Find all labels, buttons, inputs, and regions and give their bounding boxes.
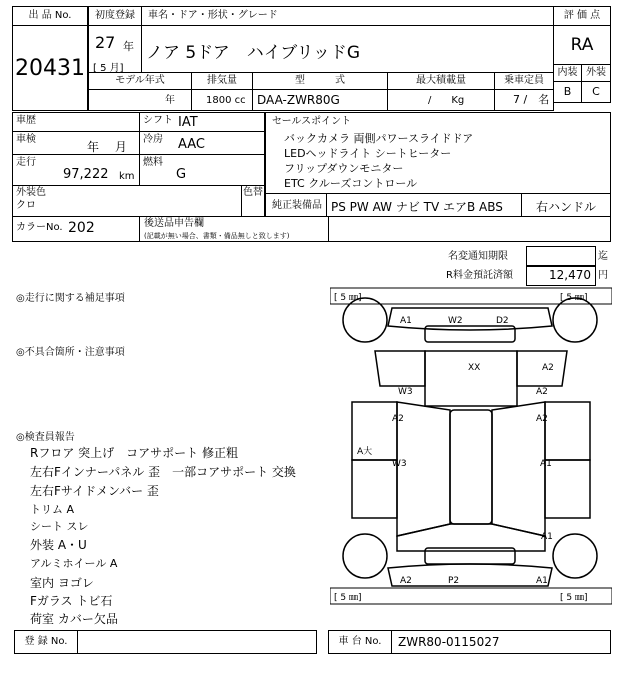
- equipment-label-cell: [265, 193, 327, 217]
- lot-label-cell: [12, 6, 88, 26]
- score-label: 評 価 点: [563, 10, 601, 21]
- lot-label: 出 品 No.: [28, 10, 72, 21]
- mark-rear-left-quarter: W3: [398, 387, 413, 397]
- exterior-label: 外装: [586, 67, 606, 78]
- inspector-line-4: トリム A: [30, 503, 75, 516]
- color-no-cell: [12, 216, 140, 242]
- sales-line-1: バックカメラ 両側パワースライドドア: [284, 132, 474, 145]
- recycle-amount: 12,470: [549, 268, 591, 282]
- fuel-cell: [139, 154, 265, 186]
- recycle-box: [526, 266, 596, 286]
- displacement-value: 1800 cc: [206, 95, 246, 106]
- ext-color-cell: [12, 185, 242, 217]
- model-label: 型 式: [295, 75, 345, 86]
- color-no-label: カラーNo.: [16, 222, 63, 233]
- equipment-items: PS PW AW ナビ TV エアB ABS: [331, 200, 503, 214]
- sales-points-title: セールスポイント: [272, 116, 352, 127]
- docs-note: (記載が無い場合、書類・備品無しと致します): [144, 232, 290, 240]
- ext-color-value: クロ: [16, 200, 36, 211]
- history-cell: [12, 112, 140, 132]
- color-no-value: 202: [68, 220, 95, 236]
- reg-year: 27: [95, 33, 116, 52]
- right-rear-door: [545, 402, 590, 460]
- max-load-cell: [387, 89, 495, 111]
- cabin-roof: [450, 410, 492, 524]
- rear-tailgate: [425, 326, 515, 342]
- inspector-line-2: 左右Fインナーパネル 歪 一部コアサポート 交換: [30, 465, 296, 479]
- chassis-label: 車 台 No.: [338, 636, 382, 647]
- name-change-label: 名変通知期限: [448, 251, 508, 262]
- reg-year-unit: 年: [123, 40, 134, 53]
- displacement-cell: [191, 89, 253, 111]
- tire-rear-right-text: [ 5 ㎜]: [560, 293, 588, 303]
- tire-rear-left-text: [ 5 ㎜]: [334, 293, 362, 303]
- mark-front-bumper-left: A2: [400, 576, 412, 586]
- mark-right-front-fender: A1: [541, 532, 553, 542]
- sales-line-4: ETC クルーズコントロール: [284, 177, 418, 190]
- capacity-label-cell: [494, 72, 554, 90]
- chassis-value-cell: [391, 630, 611, 654]
- ac-cell: [139, 131, 265, 155]
- name-change-suffix: 迄: [598, 251, 608, 262]
- model-year-cell: [88, 89, 192, 111]
- mark-front-bumper-right: A1: [536, 576, 548, 586]
- roof-panel: [425, 351, 517, 406]
- inspection-value: 年 月: [87, 140, 127, 154]
- tire-front-left-text: [ 5 ㎜]: [334, 593, 362, 603]
- inspector-line-9: Fガラス トビ石: [30, 594, 113, 608]
- lot-number: 20431: [15, 55, 85, 81]
- mark-right-front-door: A1: [540, 459, 552, 469]
- name-change-box: [526, 246, 596, 266]
- mileage-cell: [12, 154, 140, 186]
- defects-title: ◎不具合箇所・注意事項: [16, 347, 125, 358]
- inspector-line-3: 左右Fサイドメンバー 歪: [30, 484, 159, 498]
- left-pillar: [397, 402, 450, 536]
- displacement-label-cell: [191, 72, 253, 90]
- mark-roof: XX: [468, 363, 481, 373]
- sales-line-3: フリップダウンモニター: [284, 162, 404, 175]
- left-front-door: [352, 460, 397, 518]
- steering-cell: [521, 193, 611, 217]
- capacity-cell: [494, 89, 554, 111]
- hood: [397, 524, 545, 551]
- mileage-unit: km: [119, 171, 135, 182]
- model-year-unit: 年: [165, 95, 175, 106]
- first-reg-label-cell: [88, 6, 142, 26]
- front-bumper: [388, 564, 552, 586]
- first-reg-label: 初度登録: [95, 10, 135, 21]
- car-name: ノア 5ドア ハイブリッドG: [146, 43, 361, 63]
- mark-rear-bumper-left: A1: [400, 316, 412, 326]
- sales-line-2: LEDヘッドライト シートヒーター: [284, 147, 452, 160]
- sales-points-box: [265, 112, 611, 194]
- ac-value: AAC: [178, 137, 205, 152]
- recycle-unit: 円: [598, 270, 608, 281]
- chassis-value: ZWR80-0115027: [398, 635, 500, 649]
- mark-rear-bumper-right: D2: [496, 316, 509, 326]
- docs-cell: [139, 216, 329, 242]
- wheel-rear-left: [343, 298, 387, 342]
- inspection-label: 車検: [16, 134, 36, 145]
- exterior-label-cell: [581, 64, 611, 82]
- model-year-label: モデル年式: [115, 75, 165, 86]
- exterior-score-cell: [581, 81, 611, 103]
- tire-front-right-text: [ 5 ㎜]: [560, 593, 588, 603]
- score-value: RA: [570, 35, 594, 55]
- score-cell: [553, 25, 611, 65]
- damage-marks: [357, 316, 554, 586]
- mark-rear-right-quarter-top: A2: [542, 363, 554, 373]
- equipment-label: 純正装備品: [272, 200, 322, 211]
- docs-label: 後送品申告欄: [144, 218, 204, 229]
- inspector-line-8: 室内 ヨゴレ: [30, 576, 94, 590]
- recycle-label: R料金預託済額: [446, 270, 513, 281]
- model-value: DAA-ZWR80G: [257, 93, 340, 107]
- max-load-label: 最大積載量: [416, 75, 466, 86]
- shift-label: シフト: [143, 115, 173, 126]
- wheel-front-left: [343, 534, 387, 578]
- max-load-label-cell: [387, 72, 495, 90]
- interior-score-cell: [553, 81, 582, 103]
- mark-left-front-door: W3: [392, 459, 407, 469]
- history-label: 車歴: [16, 115, 36, 126]
- mark-right-rear-door: A2: [536, 414, 548, 424]
- equipment-items-cell: [326, 193, 522, 217]
- docs-extra-cell: [328, 216, 611, 242]
- lot-number-cell: [12, 25, 88, 111]
- color-change-label: 色替: [243, 187, 263, 198]
- rear-left-quarter: [375, 351, 425, 386]
- inspector-line-6: 外装 A・U: [30, 538, 87, 552]
- inspection-cell: [12, 131, 140, 155]
- score-label-cell: [553, 6, 611, 26]
- mileage-value: 97,222: [63, 167, 109, 182]
- capacity-label: 乗車定員: [504, 75, 544, 86]
- interior-label: 内装: [557, 67, 578, 78]
- driving-notes-title: ◎走行に関する補足事項: [16, 293, 125, 304]
- capacity-value: 7 / 名: [513, 93, 550, 106]
- inspector-line-10: 荷室 カバー欠品: [30, 612, 118, 626]
- reg-no-value-cell: [77, 630, 317, 654]
- model-year-label-cell: [88, 72, 192, 90]
- car-damage-diagram: [330, 286, 612, 606]
- mark-rear-right-quarter: A2: [536, 387, 548, 397]
- ext-color-label: 外装色: [16, 187, 46, 198]
- mark-front-bumper-mid: P2: [448, 576, 460, 586]
- mark-rear-bumper-mid: W2: [448, 316, 463, 326]
- car-name-label-cell: [141, 6, 554, 26]
- inspector-line-5: シート スレ: [30, 520, 89, 533]
- fuel-value: G: [176, 167, 187, 182]
- steering-value: 右ハンドル: [536, 200, 597, 214]
- shift-cell: [139, 112, 265, 132]
- reg-no-label-cell: [14, 630, 78, 654]
- chassis-label-cell: [328, 630, 392, 654]
- interior-score: B: [563, 85, 572, 98]
- reg-month: [ 5 月]: [93, 63, 124, 74]
- interior-label-cell: [553, 64, 582, 82]
- displacement-label: 排気量: [207, 75, 237, 86]
- model-label-cell: [252, 72, 388, 90]
- model-cell: [252, 89, 388, 111]
- mark-left-side-edge: A大: [357, 447, 373, 457]
- inspector-line-7: アルミホイール A: [30, 557, 118, 570]
- mark-left-rear-door: A2: [392, 414, 404, 424]
- mileage-label: 走行: [16, 157, 36, 168]
- color-change-cell: [241, 185, 265, 217]
- car-name-cell: [141, 25, 554, 73]
- shift-value: IAT: [178, 115, 198, 130]
- wheel-front-right: [553, 534, 597, 578]
- car-name-label: 車名・ドア・形状・グレード: [148, 10, 278, 21]
- exterior-score: C: [592, 85, 600, 98]
- reg-no-label: 登 録 No.: [24, 636, 68, 647]
- fuel-label: 燃料: [143, 157, 163, 168]
- max-load-value: / Kg: [428, 95, 465, 106]
- ac-label: 冷房: [143, 134, 163, 145]
- car-outline: [330, 288, 612, 604]
- first-reg-value-cell: [88, 25, 142, 73]
- inspector-line-1: Rフロア 突上げ コアサポート 修正粗: [30, 446, 238, 460]
- wheel-rear-right: [553, 298, 597, 342]
- inspector-title: ◎検査員報告: [16, 432, 75, 443]
